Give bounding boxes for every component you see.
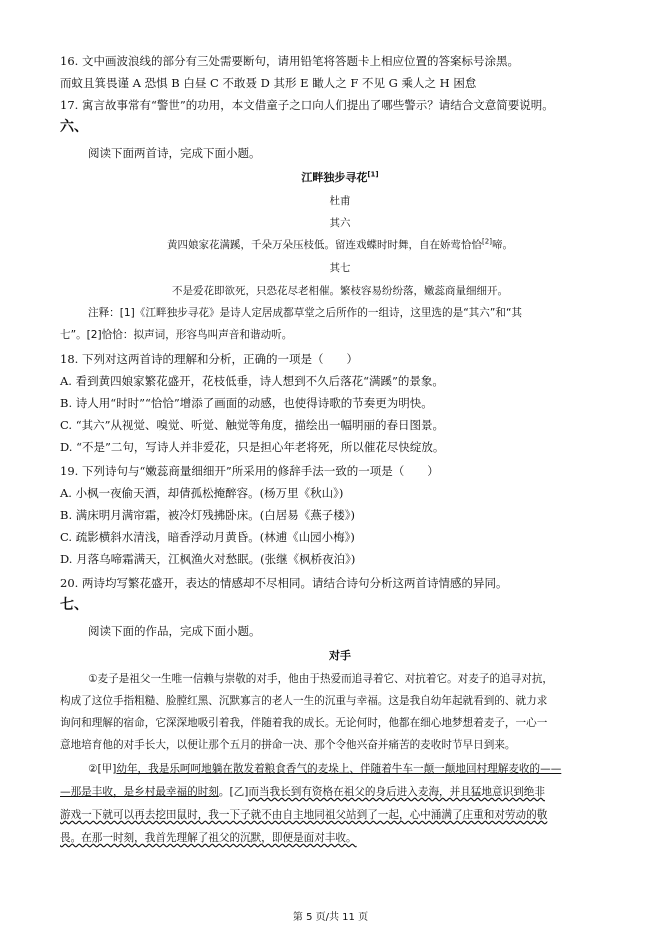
section-6-heading: 六、: [60, 119, 88, 135]
essay-p2-underlined-yi-3: 畏。在那一时刻，我首先理解了祖父的沉默，即便是面对丰收。: [60, 832, 357, 844]
essay-p2-underlined-jia-2: —那是丰收，是乡村最幸福的时刻: [60, 786, 219, 798]
essay-p2-underlined-yi-1: 而当我长到有资格在祖父的身后进入麦海，并且猛地意识到绝非: [248, 786, 545, 798]
essay-p2-line-4: [60, 831, 620, 846]
poem-note-line-1: 注释：[1]《江畔独步寻花》是诗人定居成都草堂之后所作的一组诗，这里选的是“其六”和“其: [88, 307, 523, 319]
essay-p2-line-1: [88, 762, 618, 777]
q19-stem: 19. 下列诗句与“嫩蕊商量细细开”所采用的修辞手法一致的一项是（ ）: [60, 464, 439, 478]
page-footer: 第 5 页/共 11 页: [292, 912, 369, 923]
poem-title-note: [1]: [367, 170, 379, 179]
q18-option-a: A. 看到黄四娘家繁花盛开，花枝低垂，诗人想到不久后落花“满蹊”的景象。: [60, 374, 444, 388]
q18-option-c: C. “其六”从视觉、嗅觉、听觉、触觉等角度，描绘出一幅明丽的春日图景。: [60, 418, 444, 432]
q19-option-b: B. 满床明月满帘霜，被冷灯残拂卧床。(白居易《燕子楼》): [60, 508, 355, 522]
q19-option-d: D. 月落乌啼霜满天，江枫渔火对愁眠。(张继《枫桥夜泊》): [60, 552, 356, 566]
essay-p2-mark-yi: 。[乙]: [218, 786, 249, 798]
q18-option-d: D. “不是”二句，写诗人并非爱花，只是担心年老将死，所以催花尽快绽放。: [60, 440, 445, 454]
poem-subtitle-7: 其七: [329, 262, 351, 274]
q19-option-c: C. 疏影横斜水清浅，暗香浮动月黄昏。(林逋《山园小梅》): [60, 530, 355, 544]
section-7-heading: 七、: [60, 597, 88, 613]
q18-option-b: B. 诗人用“时时”“恰恰”增添了画面的动感，也使得诗歌的节奏更为明快。: [60, 396, 433, 410]
essay-p2-line-2: [60, 785, 620, 800]
section-7-intro: 阅读下面的作品，完成下面小题。: [88, 624, 261, 638]
essay-p1-line-2: 构成了这位手指粗糙、脸膛红黑、沉默寡言的老人一生的沉重与幸福。这是我自幼年起就看到的、就力求: [60, 695, 548, 707]
essay-p1-line-4: 意地培育他的对手长大，以便让那个五月的拼命一决、那个令他兴奋并痛苦的麦收时节早日到来。: [60, 739, 516, 751]
poem-line-6: [60, 238, 620, 253]
q16-stem: 16. 文中画波浪线的部分有三处需要断句，请用铅笔将答题卡上相应位置的答案标号涂黑。: [60, 54, 519, 68]
essay-title: 对手: [329, 649, 351, 662]
poem-note-line-2: 七”。[2]恰恰：拟声词，形容鸟叫声音和谐动听。: [60, 329, 293, 341]
essay-p2-underlined-jia-1: 幼年，我是乐呵呵地躺在散发着粮食香气的麦垛上、伴随着牛车一颠一颠地回村理解麦收的——: [116, 763, 562, 775]
poem-subtitle-6: 其六: [329, 217, 351, 229]
essay-p1-line-1: ①麦子是祖父一生唯一信赖与崇敬的对手，他由于热爱而追寻着它、对抗着它。对麦子的追寻对抗，: [88, 673, 554, 685]
q20-stem: 20. 两诗均写繁花盛开，表达的情感却不尽相同。请结合诗句分析这两首诗情感的异同。: [60, 576, 508, 590]
essay-p2-line-3: [60, 808, 620, 823]
q19-option-a: A. 小枫一夜偷天酒，却倩孤松掩醉容。(杨万里《秋山》): [60, 486, 344, 500]
essay-p2-underlined-yi-2: 游戏一下就可以再去挖田鼠时，我一下子就不由自主地同祖父站到了一起，心中涌满了庄重和对劳动的敬: [60, 809, 548, 821]
poem-line-6-text-a: 黄四娘家花满蹊，千朵万朵压枝低。留连戏蝶时时舞，自在娇莺恰恰: [167, 239, 483, 251]
poem-line-6-note: [2]: [482, 237, 492, 246]
poem-line-7: 不是爱花即欲死，只恐花尽老相催。繁枝容易纷纷落，嫩蕊商量细细开。: [172, 285, 508, 297]
q16-options: 而蚊且箕畏谨 A 恐惧 B 白昼 C 不敢聂 D 其形 E 瞰人之 F 不见 G 乘人之 H 困怠: [60, 76, 477, 90]
essay-p2-mark-jia: ②[甲]: [88, 763, 117, 775]
poem-author: 杜甫: [329, 195, 351, 207]
poem-title: [60, 170, 620, 185]
essay-p1-line-3: 询问和理解的宿命，它深深地吸引着我，伴随着我的成长。无论何时，他都在细心地梦想着麦子，一心一: [60, 717, 548, 729]
poem-line-6-text-b: 啼。: [491, 239, 513, 251]
q17-stem: 17. 寓言故事常有“警世”的功用，本文借童子之口向人们提出了哪些警示？请结合文意简要说明。: [60, 98, 554, 112]
poem-title-text: 江畔独步寻花: [301, 171, 368, 184]
section-6-intro: 阅读下面两首诗，完成下面小题。: [88, 146, 261, 160]
q18-stem: 18. 下列对这两首诗的理解和分析，正确的一项是（ ）: [60, 352, 358, 366]
